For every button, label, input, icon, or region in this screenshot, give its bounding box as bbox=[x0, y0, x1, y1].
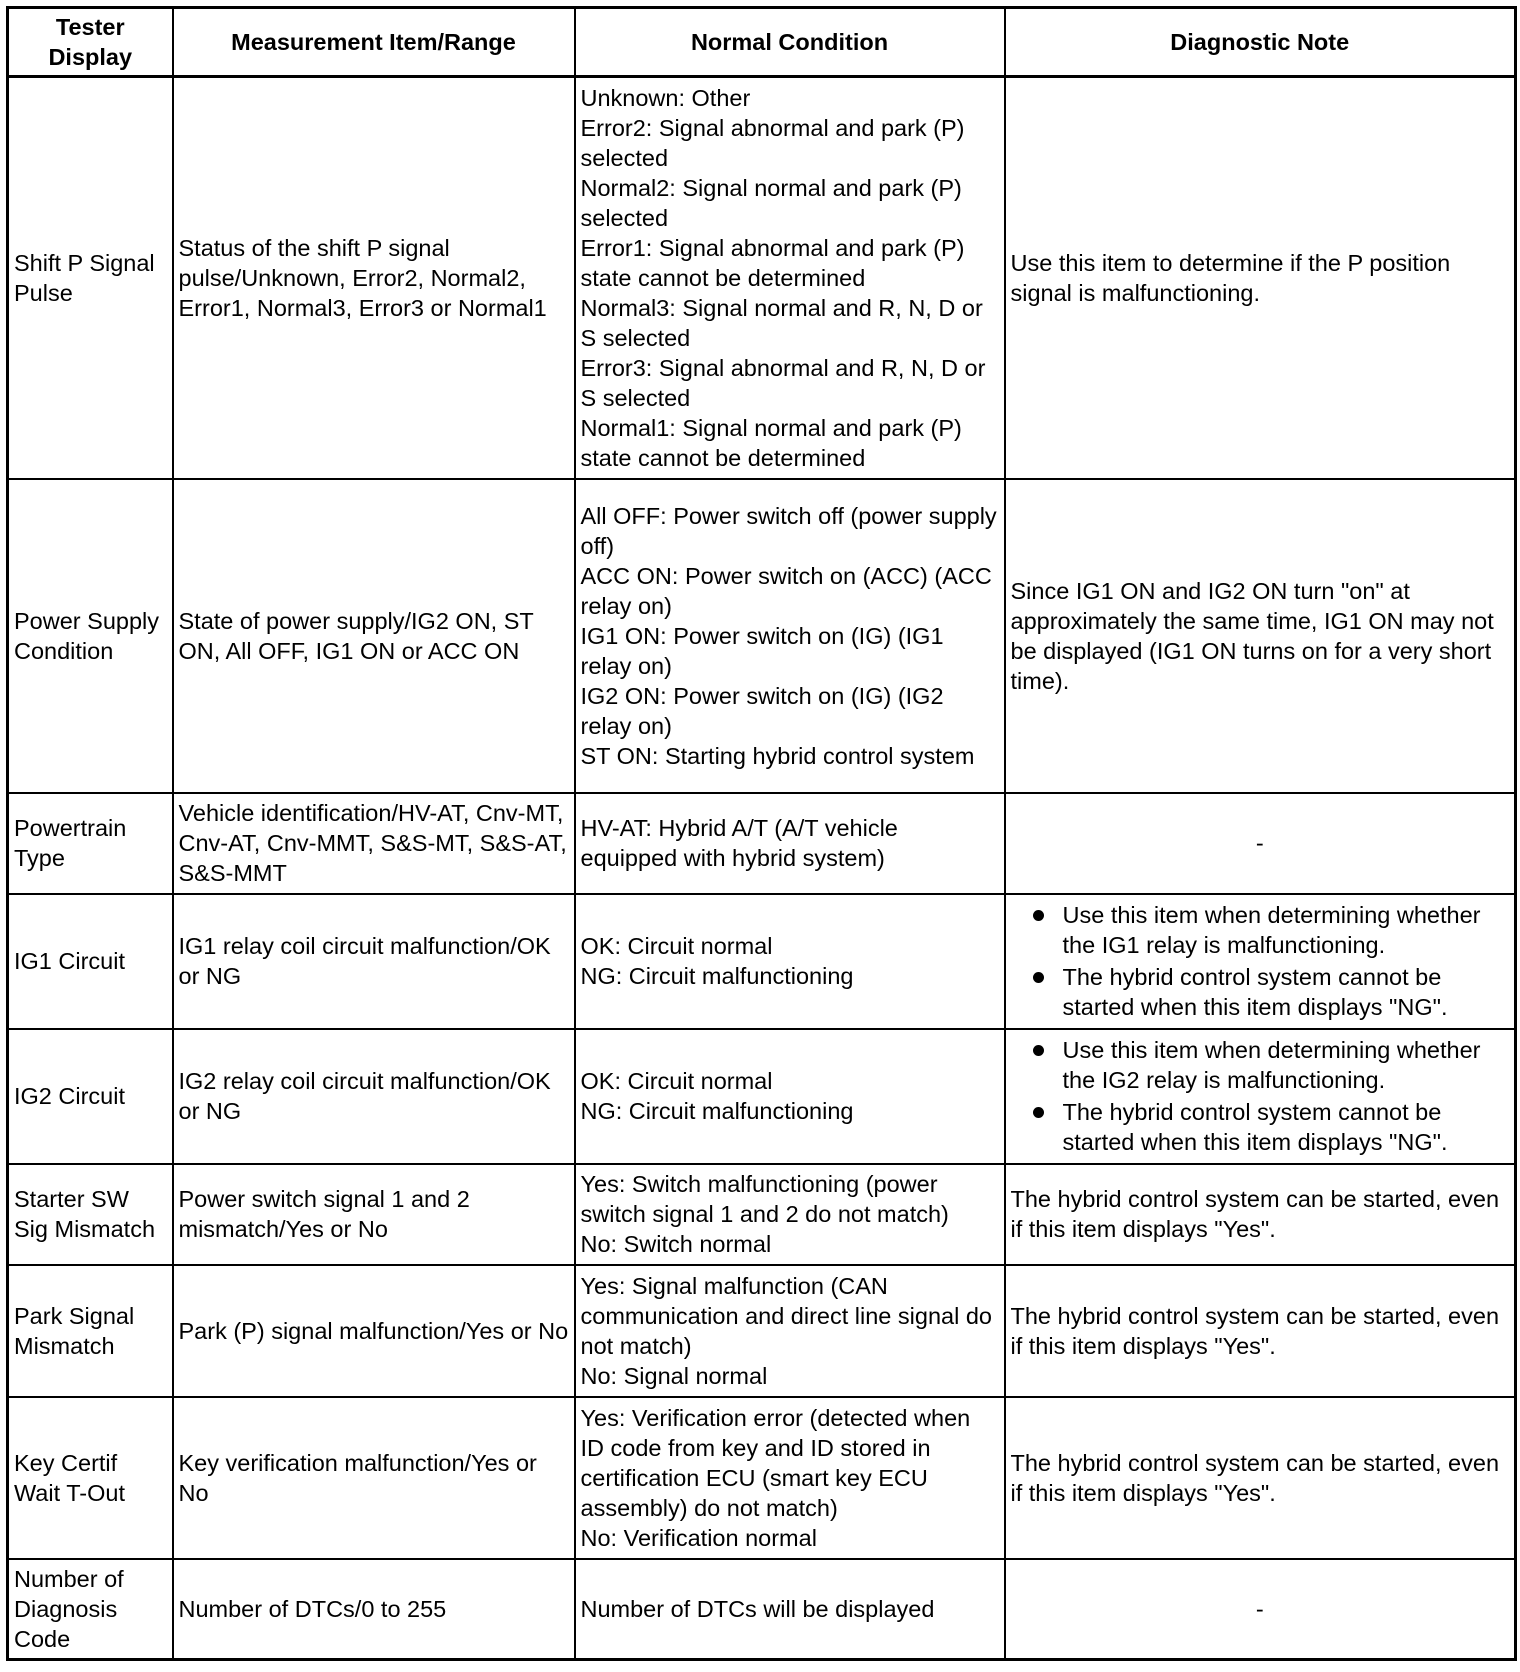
condition-line: Unknown: Other bbox=[580, 84, 751, 111]
note-bullet-item bbox=[1011, 1035, 1510, 1095]
normal-condition-cell bbox=[575, 894, 1005, 1029]
condition-line: IG1 ON: Power switch on (IG) (IG1 relay on) bbox=[580, 622, 944, 679]
normal-condition-cell bbox=[575, 1029, 1005, 1164]
data-list-table bbox=[6, 6, 1517, 1661]
header-measurement: Measurement Item/Range bbox=[173, 8, 575, 77]
normal-condition-cell bbox=[575, 1164, 1005, 1265]
diagnostic-note-cell: The hybrid control system can be started, even if this item displays "Yes". bbox=[1005, 1164, 1516, 1265]
diagnostic-note-cell: The hybrid control system can be started, even if this item displays "Yes". bbox=[1005, 1397, 1516, 1559]
header-diagnostic-note: Diagnostic Note bbox=[1005, 8, 1516, 77]
table-row bbox=[8, 1265, 1516, 1397]
tester-display-cell: IG1 Circuit bbox=[8, 894, 173, 1029]
tester-display-cell: Number of Diagnosis Code bbox=[8, 1559, 173, 1660]
condition-line: Yes: Signal malfunction (CAN communication and direct line signal do not match) bbox=[580, 1272, 992, 1359]
condition-line: Error2: Signal abnormal and park (P) selected bbox=[580, 114, 965, 171]
condition-line: No: Switch normal bbox=[580, 1231, 772, 1257]
measurement-cell: Park (P) signal malfunction/Yes or No bbox=[173, 1265, 575, 1397]
diagnostic-note-cell bbox=[1005, 1029, 1516, 1164]
condition-line: Error1: Signal abnormal and park (P) state cannot be determined bbox=[580, 234, 965, 291]
data-list-table-container bbox=[6, 6, 1514, 1661]
condition-line: Yes: Switch malfunctioning (power switch signal 1 and 2 do not match) bbox=[580, 1171, 949, 1227]
header-normal-condition: Normal Condition bbox=[575, 8, 1005, 77]
normal-condition-cell bbox=[575, 1397, 1005, 1559]
measurement-cell: Key verification malfunction/Yes or No bbox=[173, 1397, 575, 1559]
bullet-icon bbox=[1033, 1107, 1044, 1118]
measurement-cell: Power switch signal 1 and 2 mismatch/Yes or No bbox=[173, 1164, 575, 1265]
measurement-cell: IG2 relay coil circuit malfunction/OK or NG bbox=[173, 1029, 575, 1164]
measurement-cell: Vehicle identification/HV-AT, Cnv-MT, Cnv-AT, Cnv-MMT, S&S-MT, S&S-AT, S&S-MMT bbox=[173, 793, 575, 894]
condition-line: NG: Circuit malfunctioning bbox=[580, 1098, 854, 1124]
condition-line: ST ON: Starting hybrid control system bbox=[580, 742, 975, 769]
diagnostic-note-cell: The hybrid control system can be started, even if this item displays "Yes". bbox=[1005, 1265, 1516, 1397]
note-bullet-text: The hybrid control system cannot be started when this item displays "NG". bbox=[1062, 964, 1448, 1020]
note-bullet-text: The hybrid control system cannot be started when this item displays "NG". bbox=[1062, 1099, 1448, 1155]
tester-display-cell: Key Certif Wait T-Out bbox=[8, 1397, 173, 1559]
condition-line: No: Signal normal bbox=[580, 1362, 768, 1389]
note-bullet-item bbox=[1011, 962, 1510, 1022]
bullet-icon bbox=[1033, 972, 1044, 983]
normal-condition-cell bbox=[575, 479, 1005, 793]
header-row bbox=[8, 8, 1516, 77]
condition-line: Normal2: Signal normal and park (P) selected bbox=[580, 174, 962, 231]
normal-condition-cell bbox=[575, 1265, 1005, 1397]
diagnostic-note-cell bbox=[1005, 894, 1516, 1029]
normal-condition-cell bbox=[575, 77, 1005, 479]
measurement-cell: IG1 relay coil circuit malfunction/OK or NG bbox=[173, 894, 575, 1029]
table-row bbox=[8, 1029, 1516, 1164]
condition-line: All OFF: Power switch off (power supply off) bbox=[580, 502, 997, 559]
note-bullet-text: Use this item when determining whether the IG2 relay is malfunctioning. bbox=[1062, 1037, 1481, 1093]
diagnostic-note-cell: Use this item to determine if the P position signal is malfunctioning. bbox=[1005, 77, 1516, 479]
condition-line: Yes: Verification error (detected when ID code from key and ID stored in certification ECU (smart key ECU assembly) do not match) bbox=[580, 1404, 971, 1521]
note-bullet-item bbox=[1011, 1097, 1510, 1157]
condition-line: ACC ON: Power switch on (ACC) (ACC relay on) bbox=[580, 562, 992, 619]
note-bullet-item bbox=[1011, 900, 1510, 960]
measurement-cell: State of power supply/IG2 ON, ST ON, All OFF, IG1 ON or ACC ON bbox=[173, 479, 575, 793]
diagnostic-note-cell: - bbox=[1005, 793, 1516, 894]
condition-line: IG2 ON: Power switch on (IG) (IG2 relay on) bbox=[580, 682, 944, 739]
note-bullet-text: Use this item when determining whether the IG1 relay is malfunctioning. bbox=[1062, 902, 1481, 958]
condition-line: NG: Circuit malfunctioning bbox=[580, 963, 854, 989]
tester-display-cell: Power Supply Condition bbox=[8, 479, 173, 793]
note-bullet-list bbox=[1011, 900, 1510, 1022]
table-row bbox=[8, 793, 1516, 894]
diagnostic-note-cell: Since IG1 ON and IG2 ON turn "on" at approximately the same time, IG1 ON may not be displayed (IG1 ON turns on for a very short time). bbox=[1005, 479, 1516, 793]
table-row bbox=[8, 77, 1516, 479]
tester-display-cell: Starter SW Sig Mismatch bbox=[8, 1164, 173, 1265]
normal-condition-cell bbox=[575, 793, 1005, 894]
tester-display-cell: IG2 Circuit bbox=[8, 1029, 173, 1164]
table-row bbox=[8, 479, 1516, 793]
condition-line: Normal1: Signal normal and park (P) state cannot be determined bbox=[580, 414, 962, 471]
condition-line: Number of DTCs will be displayed bbox=[580, 1595, 935, 1622]
table-row bbox=[8, 1164, 1516, 1265]
measurement-cell: Number of DTCs/0 to 255 bbox=[173, 1559, 575, 1660]
condition-line: Error3: Signal abnormal and R, N, D or S selected bbox=[580, 354, 986, 411]
tester-display-cell: Shift P Signal Pulse bbox=[8, 77, 173, 479]
table-row bbox=[8, 1559, 1516, 1660]
bullet-icon bbox=[1033, 1045, 1044, 1056]
condition-line: OK: Circuit normal bbox=[580, 933, 773, 959]
measurement-cell: Status of the shift P signal pulse/Unknown, Error2, Normal2, Error1, Normal3, Error3 or Normal1 bbox=[173, 77, 575, 479]
condition-line: HV-AT: Hybrid A/T (A/T vehicle equipped with hybrid system) bbox=[580, 815, 898, 871]
condition-line: No: Verification normal bbox=[580, 1524, 817, 1551]
bullet-icon bbox=[1033, 910, 1044, 921]
header-tester-display: Tester Display bbox=[8, 8, 173, 77]
tester-display-cell: Park Signal Mismatch bbox=[8, 1265, 173, 1397]
condition-line: Normal3: Signal normal and R, N, D or S selected bbox=[580, 294, 983, 351]
diagnostic-note-cell: - bbox=[1005, 1559, 1516, 1660]
table-row bbox=[8, 1397, 1516, 1559]
tester-display-cell: Powertrain Type bbox=[8, 793, 173, 894]
note-bullet-list bbox=[1011, 1035, 1510, 1157]
normal-condition-cell bbox=[575, 1559, 1005, 1660]
condition-line: OK: Circuit normal bbox=[580, 1068, 773, 1094]
table-row bbox=[8, 894, 1516, 1029]
